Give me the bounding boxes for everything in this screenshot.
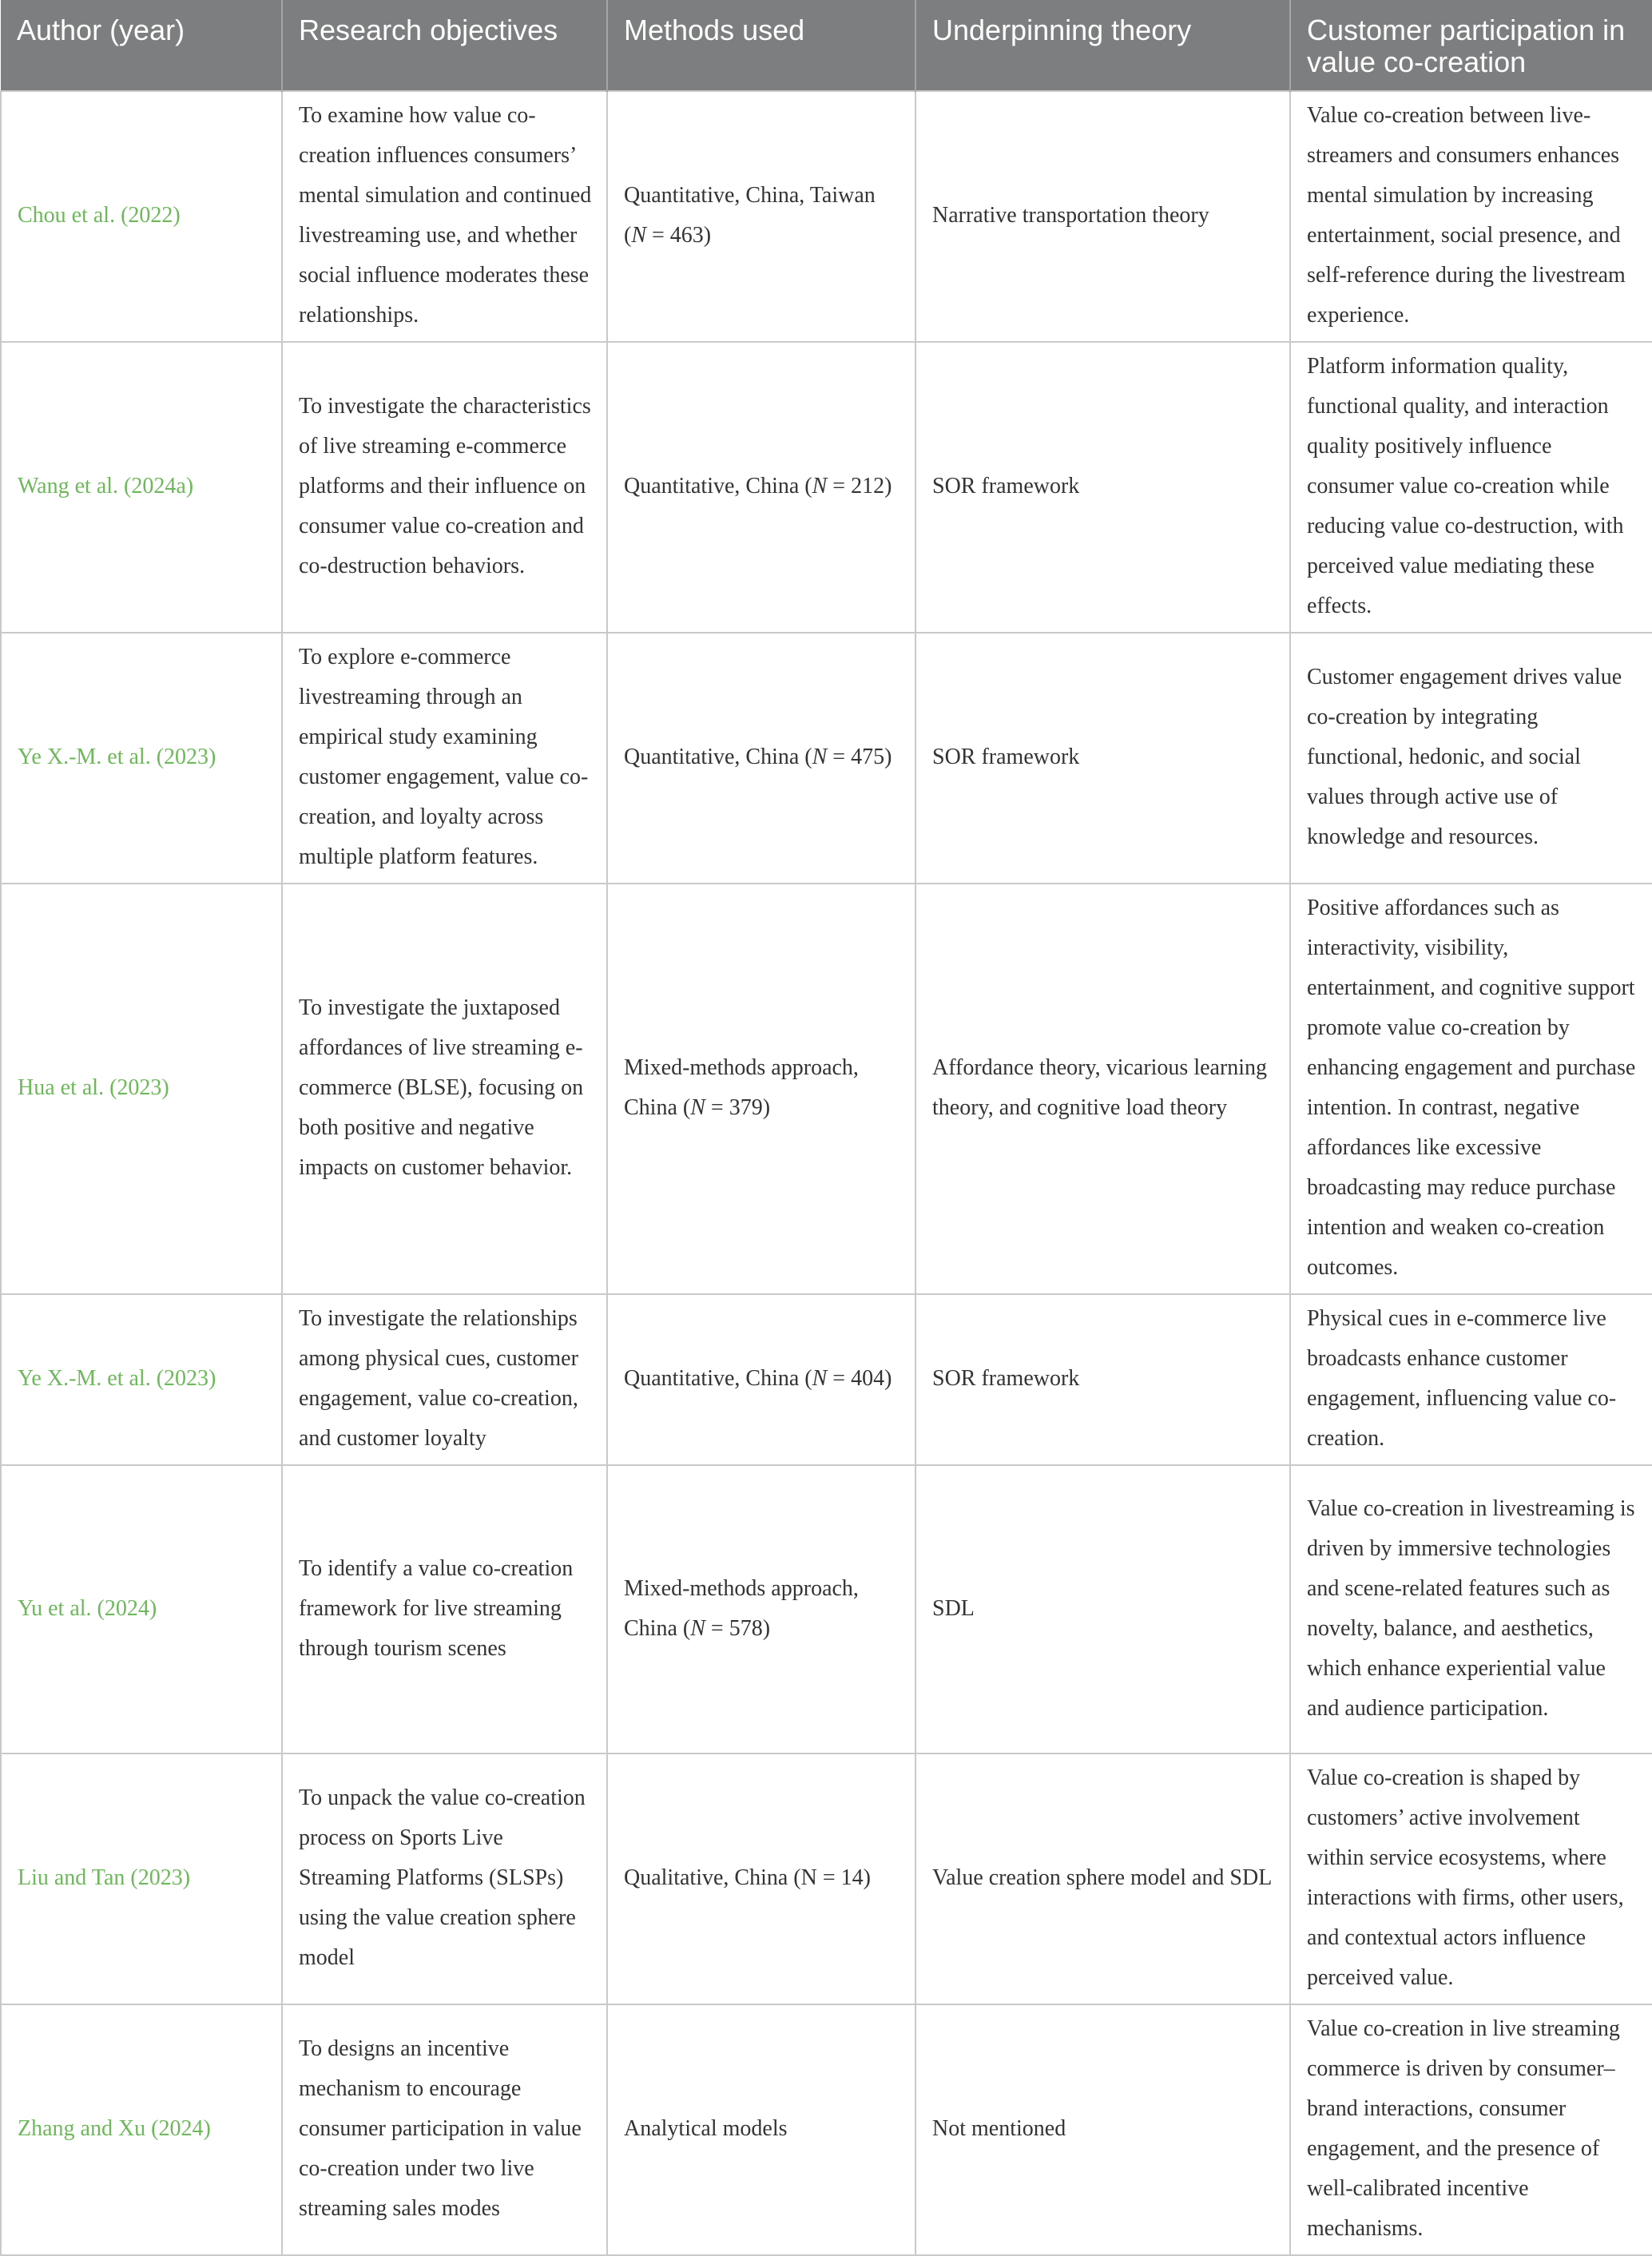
author-link[interactable]: Chou et al. (2022) — [1, 91, 282, 342]
sample-size-symbol: N — [812, 474, 828, 498]
sample-size-symbol: N — [690, 1615, 705, 1641]
method-sample: = 212) — [827, 474, 892, 498]
header-theory: Underpinning theory — [915, 0, 1290, 91]
author-link[interactable]: Ye X.-M. et al. (2023) — [1, 633, 282, 884]
method-text: Quantitative, China ( — [624, 745, 812, 769]
participation-cell: Value co-creation is shaped by customers’ active involvement within service ecosystems, where interactions with firms, other users, and contextual actors influence perceived value. — [1290, 1754, 1652, 2004]
header-objectives: Research objectives — [282, 0, 607, 91]
objective-cell: To investigate the characteristics of live streaming e-commerce platforms and their influence on consumer value co-creation and co-destruction behaviors. — [282, 342, 607, 633]
table-row — [1, 342, 1652, 633]
header-author: Author (year) — [1, 0, 282, 91]
table-row — [1, 884, 1652, 1294]
method-text: Quantitative, China, Taiwan ( — [624, 183, 876, 248]
header-methods: Methods used — [607, 0, 915, 91]
objective-cell: To investigate the relationships among physical cues, customer engagement, value co-creation, and customer loyalty — [282, 1294, 607, 1465]
method-cell — [607, 884, 915, 1294]
method-text: Qualitative, China (N = 14) — [624, 1865, 871, 1890]
table-row — [1, 1294, 1652, 1465]
method-cell — [607, 2004, 915, 2255]
objective-cell: To explore e-commerce livestreaming through an empirical study examining customer engagement, value co-creation, and loyalty across multiple platform features. — [282, 633, 607, 884]
author-link[interactable]: Hua et al. (2023) — [1, 884, 282, 1294]
method-cell — [607, 1294, 915, 1465]
theory-cell: Not mentioned — [915, 2004, 1290, 2255]
author-link[interactable]: Wang et al. (2024a) — [1, 342, 282, 633]
objective-cell: To unpack the value co-creation process on Sports Live Streaming Platforms (SLSPs) using the value creation sphere model — [282, 1754, 607, 2004]
table-row — [1, 2004, 1652, 2255]
theory-cell: SDL — [915, 1465, 1290, 1754]
participation-cell: Value co-creation between live-streamers and consumers enhances mental simulation by increasing entertainment, social presence, and self-reference during the livestream experience. — [1290, 91, 1652, 342]
theory-cell: SOR framework — [915, 1294, 1290, 1465]
method-cell — [607, 633, 915, 884]
table-row — [1, 1754, 1652, 2004]
sample-size-symbol: N — [812, 1366, 828, 1391]
author-link[interactable]: Yu et al. (2024) — [1, 1465, 282, 1754]
method-text: Mixed-methods approach, China ( — [624, 1575, 859, 1641]
sample-size-symbol: N — [812, 745, 828, 769]
author-link[interactable]: Ye X.-M. et al. (2023) — [1, 1294, 282, 1465]
author-link[interactable]: Liu and Tan (2023) — [1, 1754, 282, 2004]
method-text: Quantitative, China ( — [624, 474, 812, 498]
participation-cell: Physical cues in e-commerce live broadcasts enhance customer engagement, influencing value co-creation. — [1290, 1294, 1652, 1465]
theory-cell: Narrative transportation theory — [915, 91, 1290, 342]
method-sample: = 379) — [705, 1095, 771, 1120]
method-sample: = 475) — [827, 745, 892, 769]
sample-size-symbol: N — [690, 1095, 705, 1120]
sample-size-symbol: N — [631, 223, 647, 248]
table-row — [1, 633, 1652, 884]
method-text: Mixed-methods approach, China ( — [624, 1055, 859, 1120]
method-sample: = 463) — [646, 223, 712, 248]
method-sample: = 404) — [827, 1366, 892, 1391]
author-link[interactable]: Zhang and Xu (2024) — [1, 2004, 282, 2255]
participation-cell: Value co-creation in live streaming commerce is driven by consumer–brand interactions, consumer engagement, and the presence of well-calibrated incentive mechanisms. — [1290, 2004, 1652, 2255]
table-header-row — [1, 0, 1652, 91]
objective-cell: To identify a value co-creation framework for live streaming through tourism scenes — [282, 1465, 607, 1754]
table-row — [1, 91, 1652, 342]
objective-cell: To designs an incentive mechanism to encourage consumer participation in value co-creation under two live streaming sales modes — [282, 2004, 607, 2255]
theory-cell: Affordance theory, vicarious learning theory, and cognitive load theory — [915, 884, 1290, 1294]
method-cell — [607, 1754, 915, 2004]
method-cell — [607, 91, 915, 342]
theory-cell: Value creation sphere model and SDL — [915, 1754, 1290, 2004]
participation-cell: Positive affordances such as interactivity, visibility, entertainment, and cognitive support promote value co-creation by enhancing engagement and purchase intention. In contrast, negative affordances like excessive broadcasting may reduce purchase intention and weaken co-creation outcomes. — [1290, 884, 1652, 1294]
theory-cell: SOR framework — [915, 633, 1290, 884]
objective-cell: To investigate the juxtaposed affordances of live streaming e-commerce (BLSE), focusing on both positive and negative impacts on customer behavior. — [282, 884, 607, 1294]
method-cell — [607, 1465, 915, 1754]
objective-cell: To examine how value co-creation influences consumers’ mental simulation and continued livestreaming use, and whether social influence moderates these relationships. — [282, 91, 607, 342]
theory-cell: SOR framework — [915, 342, 1290, 633]
participation-cell: Customer engagement drives value co-creation by integrating functional, hedonic, and social values through active use of knowledge and resources. — [1290, 633, 1652, 884]
participation-cell: Value co-creation in livestreaming is driven by immersive technologies and scene-related features such as novelty, balance, and aesthetics, which enhance experiential value and audience participation. — [1290, 1465, 1652, 1754]
participation-cell: Platform information quality, functional quality, and interaction quality positively influence consumer value co-creation while reducing value co-destruction, with perceived value mediating these effects. — [1290, 342, 1652, 633]
header-participation: Customer participation in value co-creation — [1290, 0, 1652, 91]
method-text: Quantitative, China ( — [624, 1366, 812, 1391]
table-row — [1, 1465, 1652, 1754]
method-sample: = 578) — [705, 1615, 771, 1641]
method-cell — [607, 342, 915, 633]
method-text: Analytical models — [624, 2116, 788, 2141]
